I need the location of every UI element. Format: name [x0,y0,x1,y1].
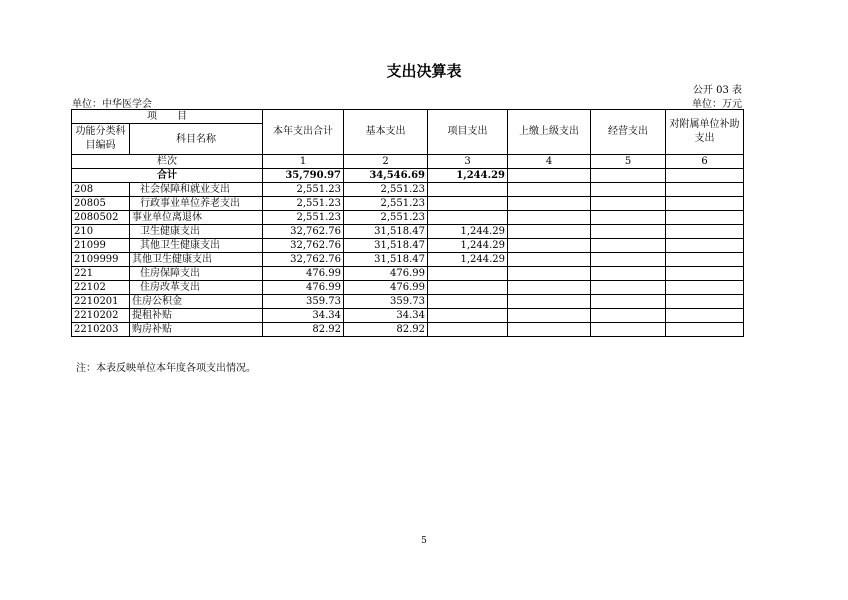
column-index-6: 6 [666,155,744,169]
table-row [72,183,744,197]
total-value-3: 1,244.29 [428,169,508,183]
row-value-2: 476.99 [344,267,428,281]
row-value-3 [428,267,508,281]
row-value-2: 31,518.47 [344,225,428,239]
total-row [72,169,744,183]
total-value-6 [666,169,744,183]
row-code: 2109999 [72,253,130,267]
row-value-4 [508,267,591,281]
total-value-4 [508,169,591,183]
row-value-5 [591,309,666,323]
row-value-2: 2,551.23 [344,183,428,197]
row-value-6 [666,197,744,211]
row-value-4 [508,323,591,337]
row-value-1: 476.99 [263,267,344,281]
row-value-1: 359.73 [263,295,344,309]
header-remit-superior: 上缴上级支出 [508,110,591,155]
row-code: 208 [72,183,130,197]
header-subsidiary-subsidy: 对附属单位补助支出 [666,110,744,155]
row-value-1: 82.92 [263,323,344,337]
row-value-1: 32,762.76 [263,253,344,267]
row-value-4 [508,295,591,309]
column-index-5: 5 [591,155,666,169]
row-code: 2210203 [72,323,130,337]
row-value-2: 31,518.47 [344,239,428,253]
row-value-1: 2,551.23 [263,211,344,225]
row-value-5 [591,197,666,211]
row-code: 22102 [72,281,130,295]
row-value-2: 34.34 [344,309,428,323]
header-row-1 [72,110,744,124]
column-index-4: 4 [508,155,591,169]
page-title: 支出决算表 [386,62,462,80]
row-value-3: 1,244.29 [428,225,508,239]
row-value-5 [591,183,666,197]
table-row [72,253,744,267]
row-value-4 [508,309,591,323]
row-name: 卫生健康支出 [130,225,263,239]
row-name: 事业单位离退休 [130,211,263,225]
row-value-6 [666,281,744,295]
row-name: 其他卫生健康支出 [130,253,263,267]
row-value-6 [666,239,744,253]
row-value-6 [666,323,744,337]
column-index-1: 1 [263,155,344,169]
row-code: 20805 [72,197,130,211]
organization-unit: 单位：中华医学会 [72,99,152,110]
row-value-2: 359.73 [344,295,428,309]
row-value-2: 2,551.23 [344,211,428,225]
row-value-2: 476.99 [344,281,428,295]
row-name: 住房保障支出 [130,267,263,281]
row-value-3: 1,244.29 [428,253,508,267]
row-value-6 [666,253,744,267]
row-code: 2210201 [72,295,130,309]
total-label: 合计 [72,169,263,183]
row-value-4 [508,225,591,239]
row-name: 其他卫生健康支出 [130,239,263,253]
row-code: 21099 [72,239,130,253]
row-value-1: 34.34 [263,309,344,323]
row-name: 提租补贴 [130,309,263,323]
header-item: 项 目 [72,110,263,124]
row-value-5 [591,295,666,309]
row-value-6 [666,267,744,281]
table-row [72,309,744,323]
total-value-1: 35,790.97 [263,169,344,183]
expenditure-table [71,109,744,337]
row-value-5 [591,281,666,295]
column-index-label: 栏次 [72,155,263,169]
row-value-4 [508,211,591,225]
row-value-5 [591,323,666,337]
row-value-5 [591,253,666,267]
row-value-2: 31,518.47 [344,253,428,267]
table-row [72,211,744,225]
header-total-expenditure: 本年支出合计 [263,110,344,155]
table-row [72,239,744,253]
row-value-5 [591,225,666,239]
header-name: 科目名称 [130,124,263,155]
currency-unit: 单位：万元 [692,99,742,110]
row-name: 购房补贴 [130,323,263,337]
row-name: 社会保障和就业支出 [130,183,263,197]
row-value-1: 32,762.76 [263,225,344,239]
page-number: 5 [421,536,427,546]
row-value-5 [591,211,666,225]
row-name: 住房改革支出 [130,281,263,295]
row-value-4 [508,197,591,211]
header-project-expenditure: 项目支出 [428,110,508,155]
row-value-6 [666,211,744,225]
column-index-row [72,155,744,169]
row-value-3: 1,244.29 [428,239,508,253]
row-value-2: 2,551.23 [344,197,428,211]
row-name: 住房公积金 [130,295,263,309]
column-index-2: 2 [344,155,428,169]
row-value-6 [666,183,744,197]
table-row [72,267,744,281]
table-row [72,323,744,337]
row-value-4 [508,253,591,267]
row-value-5 [591,239,666,253]
row-value-6 [666,295,744,309]
row-value-4 [508,239,591,253]
row-value-3 [428,323,508,337]
row-value-1: 2,551.23 [263,183,344,197]
table-row [72,197,744,211]
row-code: 2080502 [72,211,130,225]
row-value-3 [428,183,508,197]
table-footnote: 注：本表反映单位本年度各项支出情况。 [76,363,256,374]
column-index-3: 3 [428,155,508,169]
row-value-3 [428,281,508,295]
total-value-2: 34,546.69 [344,169,428,183]
row-value-4 [508,281,591,295]
row-value-6 [666,309,744,323]
table-row [72,281,744,295]
header-operating-expenditure: 经营支出 [591,110,666,155]
row-value-2: 82.92 [344,323,428,337]
row-code: 2210202 [72,309,130,323]
header-code: 功能分类科目编码 [72,124,130,155]
row-name: 行政事业单位养老支出 [130,197,263,211]
row-value-1: 32,762.76 [263,239,344,253]
table-row [72,295,744,309]
row-value-4 [508,183,591,197]
row-value-3 [428,309,508,323]
form-number: 公开 03 表 [692,85,742,96]
row-value-3 [428,211,508,225]
row-value-5 [591,267,666,281]
row-value-6 [666,225,744,239]
row-value-1: 2,551.23 [263,197,344,211]
row-value-3 [428,197,508,211]
table-row [72,225,744,239]
row-value-1: 476.99 [263,281,344,295]
row-code: 210 [72,225,130,239]
total-value-5 [591,169,666,183]
row-value-3 [428,295,508,309]
header-basic-expenditure: 基本支出 [344,110,428,155]
row-code: 221 [72,267,130,281]
